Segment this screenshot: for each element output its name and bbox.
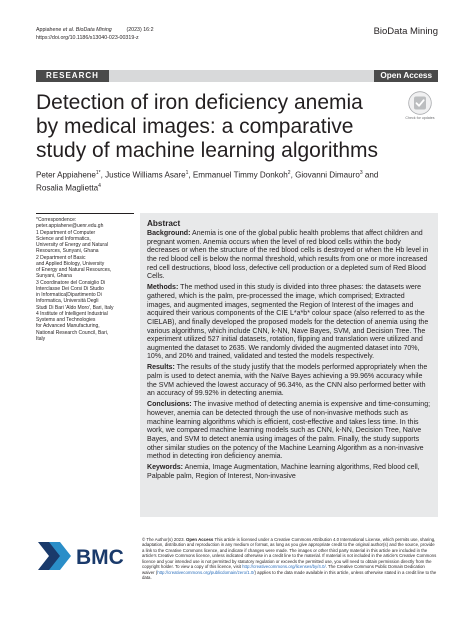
license-footer: © The Author(s) 2023. Open Access This article is licensed under a Creative Commons Attribution 4.0 International License, which permits use, sharing, adaptation, distribution and reproduction in any medium or format, as long as you give appropriate credit to the original author(s) and the source, provide a link to the Creative Commons licence, and indicate if changes were made. The images or other third party material in this article are included in the article's Creative Commons licence, unless indicated otherwise in a credit line to the material. If material is not included in the article's Creative Commons licence and your intended use is not permitted by statutory regulation or exceeds the permitted use, you will need to obtain permission directly from the copyright holder. To view a copy of this licence, visit http://creativecommons.org/licenses/by/4.0/. The Creative Commons Public Domain Dedication waiver (http://creativecommons.org/publicdomain/zero/1.0/) applies to the data made available in this article, unless otherwise stated in a credit line to the data.	[142, 537, 437, 581]
sidebar-line: Resources, Sunyani, Ghana	[36, 248, 99, 255]
sidebar-line: Science and Informatics,	[36, 235, 91, 242]
open-access-badge: Open Access	[374, 70, 438, 82]
sidebar-line: University of Energy and Natural	[36, 242, 108, 248]
license-link[interactable]: http://creativecommons.org/licenses/by/4.0/	[242, 564, 326, 570]
public-domain-link[interactable]: http://creativecommons.org/publicdomain/zero/1.0/	[157, 569, 255, 575]
journal-name: BioData Mining	[373, 26, 438, 37]
sidebar-line: National Research Council, Bari,	[36, 329, 109, 336]
abstract-results: Results: The results of the study justify that the models performed appropriately when the palm is used to detect anemia, with the Naïve Bayes achieving a 99.96% accuracy while the SVM achieved the lowest accuracy of 96.34%, as the CNN also performed better with an accuracy of 99.92% in detecting anemia.	[147, 364, 428, 398]
article-title: Detection of iron deficiency anemia by medical images: a comparative study of machine learning algorithms	[36, 91, 379, 162]
sidebar-line: 2 Department of Basic	[36, 254, 86, 261]
sidebar-line: Informatica, Università Degli	[36, 298, 99, 305]
sidebar-line: 1 Department of Computer	[36, 229, 96, 236]
sidebar-line: 4 Institute of Intelligent Industrial	[36, 310, 108, 317]
check-for-updates-label[interactable]: Check for updates	[405, 116, 435, 120]
sidebar-line: Interclasse Dei Corsi Di Studio	[36, 285, 104, 292]
article-type-bar	[36, 70, 438, 82]
sidebar-line: of Energy and Natural Resources,	[36, 267, 112, 273]
doi-link[interactable]: https://doi.org/10.1186/s13040-023-00319-z	[36, 35, 139, 41]
sidebar-line: 3 Coordinatore del Consiglio Di	[36, 279, 106, 286]
sidebar-line: and Applied Biology, University	[36, 260, 105, 267]
abstract-background: Background: Anemia is one of the global public health problems that affect children and pregnant women. Anemia occurs when the level of red blood cells within the body decreases or when the structure of the red blood cells is destroyed or when the Hb level in the red blood cell is below the normal threshold, which results from one or more increased red cell destructions, blood loss, defective cell production or a depleted sum of Red Blood Cells.	[147, 230, 429, 281]
sidebar-line: for Advanced Manufacturing,	[36, 323, 100, 330]
sidebar-line: *Correspondence:	[36, 217, 77, 223]
abstract-methods: Methods: The method used in this study is divided into three phases: the datasets were gathered, which is the palm, pre-processed the image, which comprised; Extracted images, and augmented images, segmented the Region of Interest of the images and acquired their various components of the CIE L*a*b* colour space (also referred to as the CIELAB), and finally developed the proposed models for the detection of anemia using the various algorithms, which include CNN, k-NN, Nave Bayes, SVM, and Decision Tree. The experiment utilized 527 initial datasets, rotation, flipping and translation were utilized and augmented the dataset to 2635. We randomly divided the augmented dataset into 70%, 10%, and 20% and trained, validated and tested the models respectively.	[147, 284, 429, 361]
bmc-logo-text: BMC	[76, 546, 124, 569]
sidebar-line: Systems and Technologies	[36, 317, 96, 323]
check-for-updates-icon[interactable]	[408, 91, 432, 115]
sidebar-line: Studi Di Bari 'Aldo Moro', Bari, Italy	[36, 304, 114, 311]
abstract-box	[140, 213, 438, 517]
running-header	[36, 26, 154, 42]
citation-line: Appiahene et al. BioData Mining (2023) 16:2	[36, 27, 154, 33]
abstract-conclusions: Conclusions: The invasive method of detecting anemia is expensive and time-consuming; however, anemia can be detected through the use of non-invasive methods such as machine learning algorithms which is efficient, cost-effective and takes less time. In this work, we compared machine learning models such as CNN, k-NN, Decision Tree, Naïve Bayes, and SVM to detect anemia using images of the palm. Finally, the study supports other similar studies on the potency of the Machine Learning Algorithm as a non-invasive method in detecting iron deficiency anemia.	[147, 401, 431, 461]
author-list: Peter Appiahene$^{1*}$, Justice Williams Asare$^1$, Emmanuel Timmy Donkoh$^2$, Giovanni Dimauro$^3$ and Rosalia Maglietta$^4$	[36, 170, 379, 193]
sidebar-line: in Informatica|Dipartimento Di	[36, 292, 102, 298]
bmc-logo	[36, 536, 136, 576]
correspondence-email[interactable]: peter.appiahene@uenr.edu.gh	[36, 223, 104, 230]
abstract-heading: Abstract	[147, 219, 181, 228]
sidebar-line: Sunyani, Ghana	[36, 273, 72, 280]
abstract-keywords: Keywords: Anemia, Image Augmentation, Machine learning algorithms, Red blood cell, Palpable palm, Region of Interest, Non-invasive	[147, 464, 420, 480]
affiliations-sidebar	[36, 213, 134, 342]
research-label: RESEARCH	[36, 70, 109, 82]
sidebar-line: Italy	[36, 335, 46, 342]
